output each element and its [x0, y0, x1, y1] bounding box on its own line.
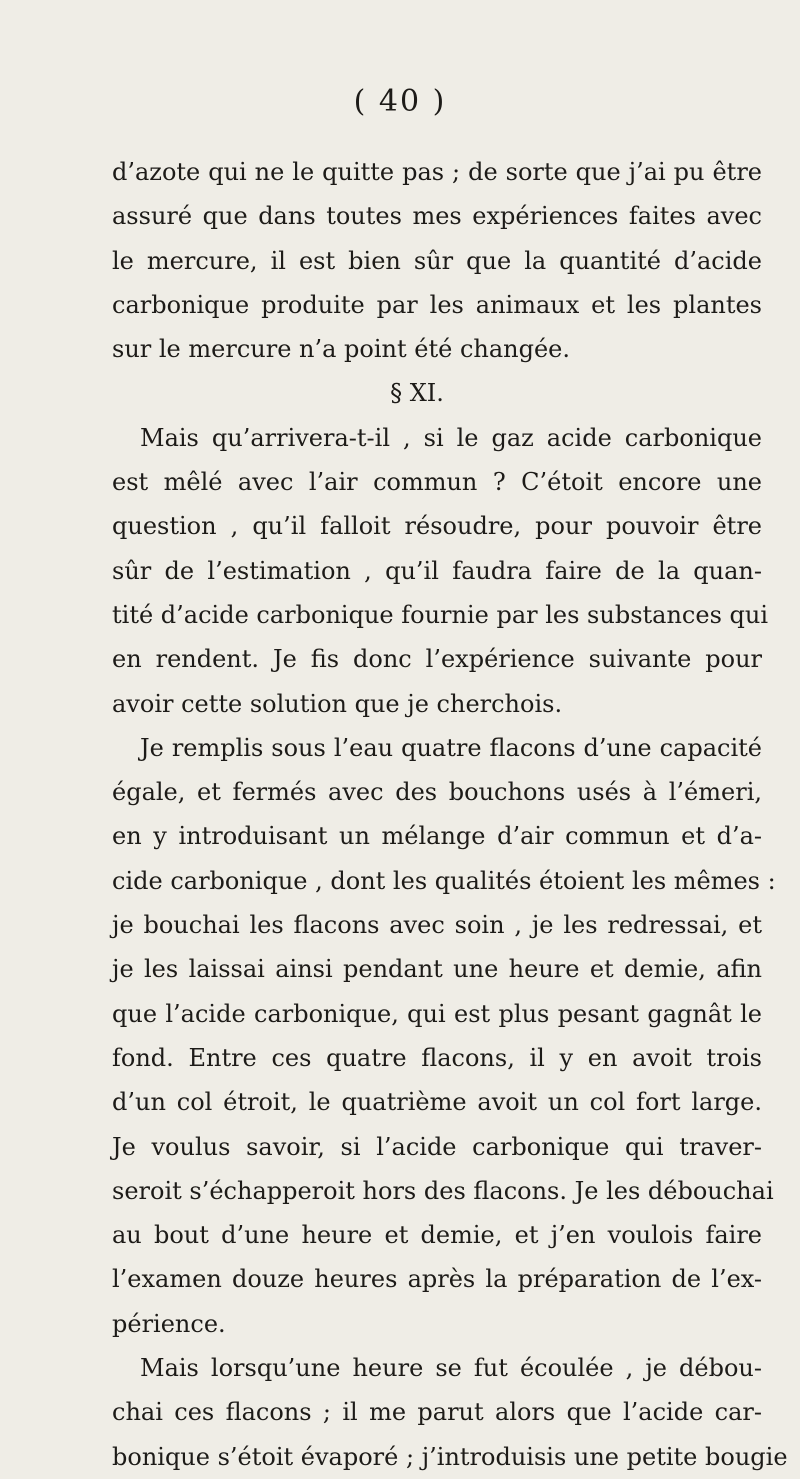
text-line: au bout d’une heure et demie, et j’en voulois faire	[112, 1221, 762, 1250]
text-line: périence.	[112, 1309, 226, 1338]
text-line: Mais lorsqu’une heure se fut écoulée , je débou-	[140, 1354, 762, 1383]
text-line: sur le mercure n’a point été changée.	[112, 335, 571, 364]
text-line: d’azote qui ne le quitte pas ; de sorte que j’ai pu être	[112, 158, 762, 186]
text-line: Je remplis sous l’eau quatre flacons d’une capacité	[140, 733, 762, 762]
text-line: Je voulus savoir, si l’acide carbonique qui traver-	[112, 1132, 762, 1161]
text-line: tité d’acide carbonique fournie par les substances qui	[112, 600, 769, 629]
text-line: en rendent. Je fis donc l’expérience suivante pour	[112, 645, 762, 674]
text-line: égale, et fermés avec des bouchons usés à l’émeri,	[112, 778, 762, 807]
text-line: chai ces flacons ; il me parut alors que l’acide car-	[112, 1398, 762, 1427]
text-line: le mercure, il est bien sûr que la quantité d’acide	[112, 246, 762, 275]
text-line: assuré que dans toutes mes expériences faites avec	[112, 202, 762, 231]
text-line: carbonique produite par les animaux et les plantes	[112, 290, 762, 319]
text-line: en y introduisant un mélange d’air commun et d’a-	[112, 822, 762, 851]
section-heading: § XI.	[390, 379, 444, 408]
text-line: sûr de l’estimation , qu’il faudra faire de la quan-	[112, 556, 762, 585]
text-line: je bouchai les flacons avec soin , je les redressai, et	[112, 911, 762, 940]
text-line: l’examen douze heures après la préparation de l’ex-	[112, 1265, 762, 1294]
body-text	[112, 150, 788, 1479]
text-line: bonique s’étoit évaporé ; j’introduisis une petite bougie	[112, 1442, 788, 1471]
text-line: fond. Entre ces quatre flacons, il y en avoit trois	[112, 1043, 762, 1072]
text-line: d’un col étroit, le quatrième avoit un col fort large.	[112, 1088, 762, 1117]
text-line: je les laissai ainsi pendant une heure et demie, afin	[112, 955, 762, 984]
text-line: cide carbonique , dont les qualités étoient les mêmes :	[112, 866, 776, 895]
text-line: est mêlé avec l’air commun ? C’étoit encore une	[112, 468, 762, 497]
page-number: ( 40 )	[353, 84, 447, 119]
text-line: que l’acide carbonique, qui est plus pesant gagnât le	[112, 999, 762, 1028]
text-line: seroit s’échapperoit hors des flacons. Je les débouchai	[112, 1176, 774, 1205]
text-line: avoir cette solution que je cherchois.	[112, 689, 563, 718]
text-line: question , qu’il falloit résoudre, pour pouvoir être	[112, 512, 762, 541]
text-line: Mais qu’arrivera-t-il , si le gaz acide carbonique	[140, 423, 762, 452]
